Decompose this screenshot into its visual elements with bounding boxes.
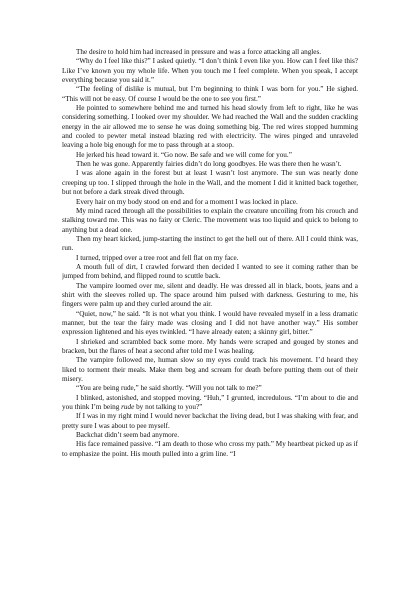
- paragraph: The desire to hold him had increased in pressure and was a force attacking all angles.: [76, 48, 322, 56]
- paragraph: “The feeling of dislike is mutual, but I’m beginning to think I was born for you.” He sighed. “This will not be easy. Of course I would be the one to see you first.”: [62, 85, 358, 103]
- paragraph: He pointed to somewhere behind me and turned his head slowly from left to right, like he was considering something. I looked over my shoulder. We had reached the Wall and the sudden crackling energy in the air allowed me to sense he was doing something big. The red wires stopped humming and cooled to pewter metal instead blazing red with electricity. The wires pinged and unraveled leaving a hole big enough for me to pass through at a stoop.: [62, 104, 358, 150]
- paragraph: Backchat didn’t seem bad anymore.: [76, 431, 180, 440]
- paragraph: If I was in my right mind I would never backchat the living dead, but I was shaking with fear, and pretty sure I was about to pee myself.: [62, 412, 358, 430]
- paragraph: Then my heart kicked, jump-starting the instinct to get the hell out of there. All I could think was, run.: [62, 234, 358, 253]
- paragraph: Every hair on my body stood on end and for a moment I was locked in place.: [76, 197, 298, 206]
- paragraph: “Quiet, now,” he said. “It is not what you think. I would have revealed myself in a less dramatic manner, but the tear the fairy made was closing and I did not have another way.” His somber expression lightened and his eyes twinkled. “I have already eaten; a skinny girl, bitter.”: [62, 309, 358, 337]
- paragraph: “You are being rude,” he said shortly. “Will you not talk to me?”: [76, 384, 262, 393]
- paragraph: I shrieked and scrambled back some more. My hands were scraped and gouged by stones and bracken, but the flares of heat a second after told me I was healing.: [62, 337, 358, 355]
- paragraph: He jerked his head toward it. “Go now. Be safe and we will come for you.”: [76, 150, 292, 159]
- paragraph: My mind raced through all the possibilities to explain the creature uncoiling from his crouch and stalking toward me. This was no fairy or Cleric. The movement was too liquid and quick to belong to anything but a dead one.: [62, 206, 358, 234]
- paragraph: The vampire followed me, human slow so my eyes could track his movement. I’d heard they liked to torment their meals. Make them beg and scream for death before putting them out of their misery.: [62, 356, 358, 384]
- paragraph: I was alone again in the forest but at least I wasn’t lost anymore. The sun was nearly done creeping up too. I slipped through the hole in the Wall, and the moment I did it knitted back together, but not before a dark streak dived through.: [62, 169, 358, 197]
- paragraph: “Why do I feel like this?” I asked quietly. “I don’t think I even like you. How can I feel like this? Like I’ve known you my whole life. When you touch me I feel complete. When you speak, I accept everything because you said it.”: [62, 57, 358, 85]
- paragraph: I blinked, astonished, and stopped moving. “Huh,” I grunted, incredulous. “I’m about to die and you think I’m being rude by not talking to you?”: [62, 393, 358, 412]
- body-text: [62, 48, 358, 588]
- paragraph: Then he was gone. Apparently fairies didn’t do long goodbyes. He was there then he wasn’t.: [76, 160, 342, 169]
- paragraph: The vampire loomed over me, silent and deadly. He was dressed all in black, boots, jeans and a shirt with the sleeves rolled up. The space around him pulsed with darkness. Gesturing to me, his fingers were palm up and they curled around the air.: [62, 281, 358, 309]
- paragraph: I turned, tripped over a tree root and fell flat on my face.: [76, 253, 239, 262]
- paragraph: His face remained passive. “I am death to those who cross my path.” My heartbeat picked up as if to emphasize the point. His mouth pulled into a grim line. “I: [62, 440, 358, 458]
- paragraph: A mouth full of dirt, I crawled forward then decided I wanted to see it coming rather than be jumped from behind, and flipped round to scuttle back.: [62, 262, 358, 281]
